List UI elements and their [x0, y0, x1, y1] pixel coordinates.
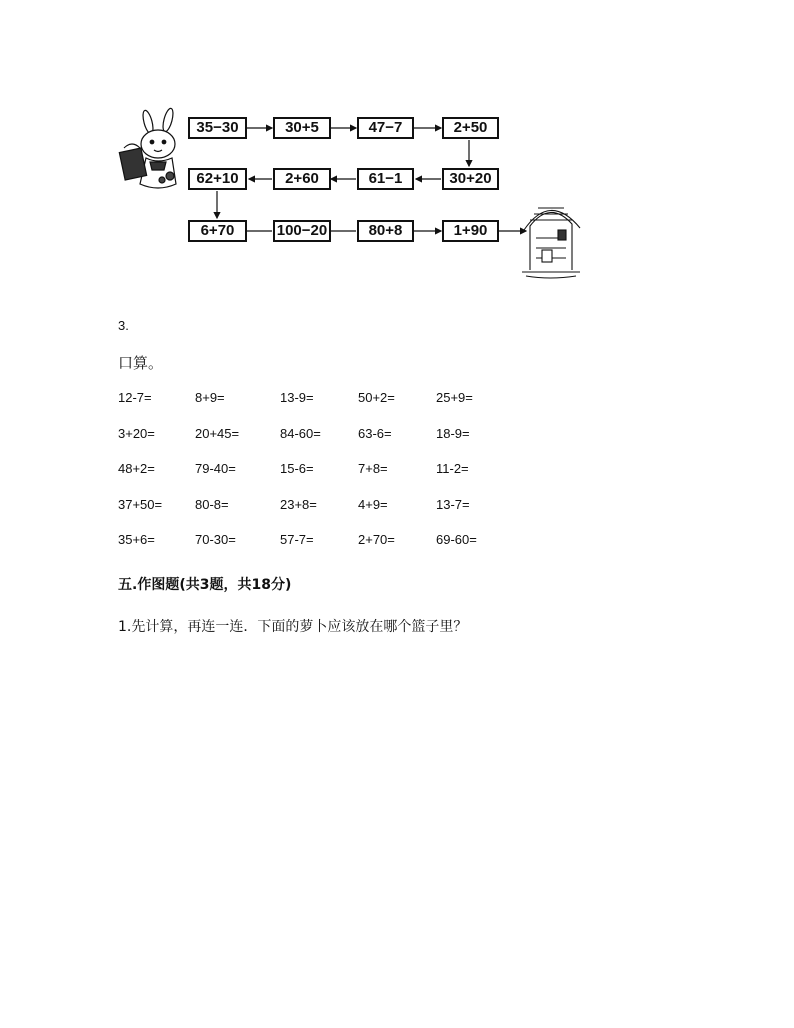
maze-box: 6+70	[188, 220, 247, 242]
maze-box: 30+20	[442, 168, 499, 190]
maze-box: 61−1	[357, 168, 414, 190]
arithmetic-item: 12-7=	[118, 390, 152, 405]
arithmetic-item: 8+9=	[195, 390, 225, 405]
arithmetic-item: 69-60=	[436, 532, 477, 547]
arithmetic-item: 35+6=	[118, 532, 155, 547]
question-number: 3.	[118, 318, 129, 333]
arithmetic-item: 23+8=	[280, 496, 317, 512]
arithmetic-item: 37+50=	[118, 496, 163, 512]
arithmetic-maze	[110, 100, 590, 290]
question-text: 1.先计算，再连一连．下面的萝卜应该放在哪个篮子里？	[118, 619, 468, 635]
arithmetic-item: 84-60=	[280, 425, 321, 441]
section-title: 口算。	[118, 354, 164, 372]
maze-box: 1+90	[442, 220, 499, 242]
arithmetic-item: 13-7=	[436, 496, 470, 512]
arithmetic-item: 15-6=	[280, 461, 314, 476]
arithmetic-item: 4+9=	[358, 496, 388, 512]
house-illustration	[522, 208, 580, 278]
maze-box: 80+8	[357, 220, 414, 242]
rabbit-illustration	[119, 107, 176, 188]
arithmetic-item: 79-40=	[195, 461, 236, 476]
maze-box: 2+60	[273, 168, 331, 190]
arithmetic-item: 20+45=	[195, 425, 240, 441]
arithmetic-item: 11-2=	[436, 461, 469, 476]
maze-box: 47−7	[357, 117, 414, 139]
arithmetic-item: 7+8=	[358, 461, 388, 476]
maze-box: 100−20	[273, 220, 331, 242]
arithmetic-item: 13-9=	[280, 390, 314, 405]
arithmetic-item: 18-9=	[436, 425, 470, 441]
maze-box: 35−30	[188, 117, 247, 139]
arithmetic-item: 48+2=	[118, 461, 155, 476]
maze-box: 62+10	[188, 168, 247, 190]
arithmetic-item: 25+9=	[436, 390, 473, 405]
arithmetic-item: 80-8=	[195, 496, 229, 512]
arithmetic-item: 2+70=	[358, 532, 395, 547]
part-heading: 五.作图题(共3题，共18分)	[118, 577, 292, 593]
maze-box: 30+5	[273, 117, 331, 139]
arithmetic-item: 63-6=	[358, 425, 392, 441]
arithmetic-item: 57-7=	[280, 532, 314, 547]
maze-box: 2+50	[442, 117, 499, 139]
arithmetic-item: 70-30=	[195, 532, 236, 547]
arithmetic-item: 3+20=	[118, 425, 155, 441]
maze-arrows	[110, 100, 590, 290]
arithmetic-item: 50+2=	[358, 390, 395, 405]
